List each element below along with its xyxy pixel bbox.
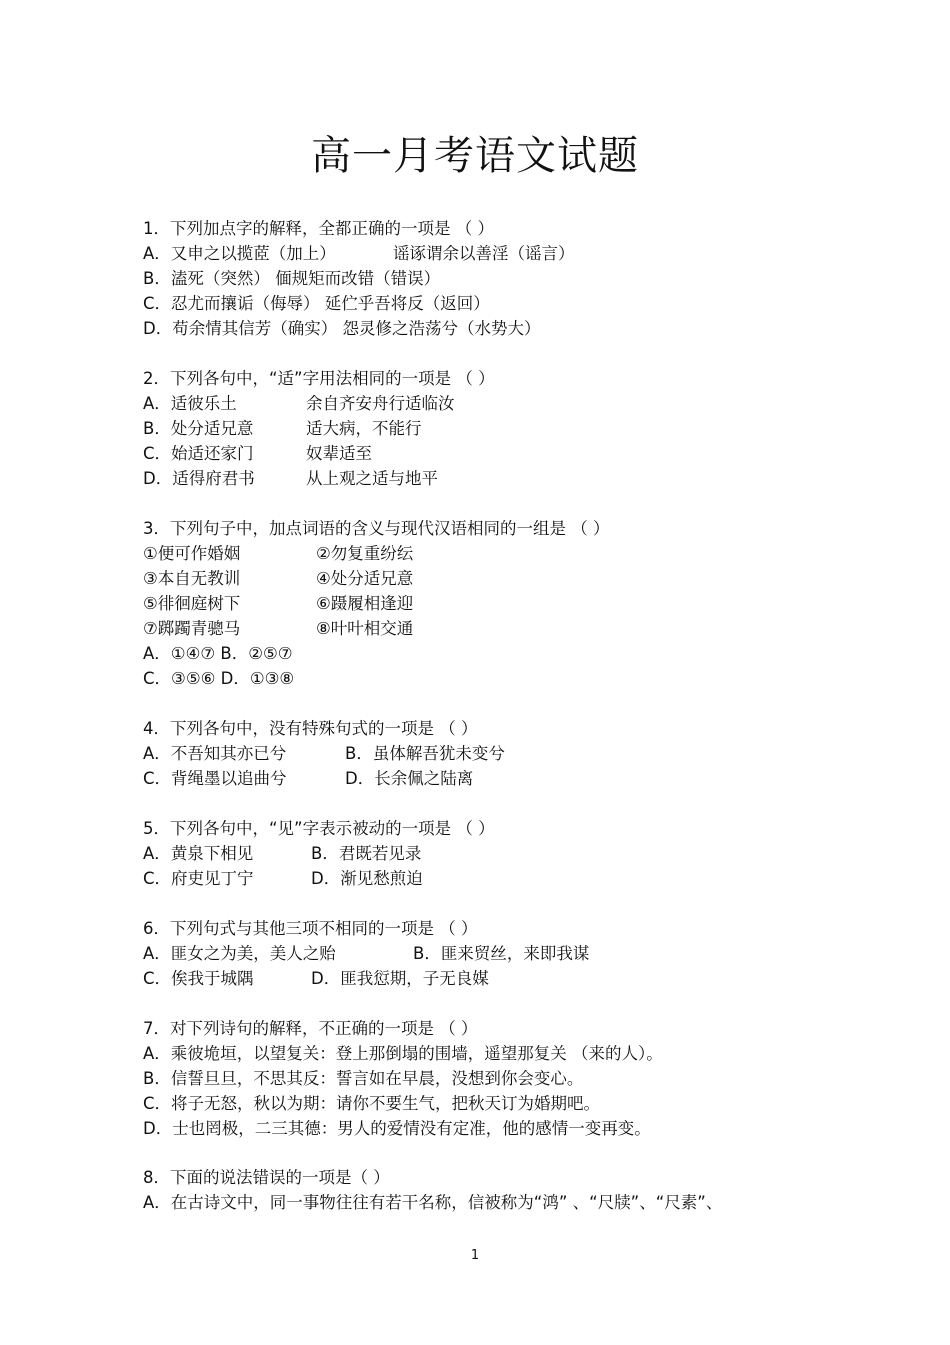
- sentence-item: ①便可作婚姻: [143, 544, 241, 563]
- sentence-row: [143, 541, 610, 566]
- option-row: [143, 866, 495, 891]
- option-b: B．君既若见录: [311, 844, 422, 863]
- option-text: 适大病，不能行: [306, 419, 422, 438]
- option-c: [143, 441, 495, 466]
- question-stem: 2．下列各句中，“适”字用法相同的一项是 （ ）: [143, 369, 495, 388]
- question-2: [143, 366, 495, 491]
- option-b: B．虽体解吾犹未变兮: [345, 744, 505, 763]
- page-number: 1: [470, 1248, 480, 1263]
- question-stem: 3．下列句子中，加点词语的含义与现代汉语相同的一组是 （ ）: [143, 519, 610, 538]
- option-text: A．又申之以揽茝（加上）: [143, 244, 336, 263]
- sentence-item: ④处分适兄意: [316, 569, 414, 588]
- option-c: C．将子无怒，秋以为期：请你不要生气，把秋天订为婚期吧。: [143, 1094, 601, 1113]
- option-a: [143, 391, 495, 416]
- option-d: D．长余佩之陆离: [345, 769, 474, 788]
- option-d: D．士也罔极，二三其德：男人的爱情没有定准，他的感情一变再变。: [143, 1119, 651, 1138]
- option-text: 谣诼谓余以善淫（谣言）: [393, 244, 575, 263]
- question-7: [143, 1016, 663, 1141]
- option-row: [143, 941, 590, 966]
- question-6: [143, 916, 590, 991]
- option-b: [143, 416, 495, 441]
- option-d: D．匪我愆期，子无良媒: [311, 969, 489, 988]
- question-3: [143, 516, 610, 691]
- option-c: C．忍尤而攘诟（侮辱） 延伫乎吾将反（返回）: [143, 294, 490, 313]
- option-a: [143, 241, 575, 266]
- option-text: 从上观之适与地平: [306, 469, 438, 488]
- sentence-item: ③本自无教训: [143, 569, 241, 588]
- option-text: C．始适还家门: [143, 444, 254, 463]
- option-a: A．在古诗文中，同一事物往往有若干名称，信被称为“鸿” 、“尺牍”、“尺素”、: [143, 1193, 723, 1212]
- option-text: D．适得府君书: [143, 469, 255, 488]
- question-4: [143, 716, 505, 791]
- option-row: [143, 966, 489, 991]
- option-text: B．处分适兄意: [143, 419, 254, 438]
- option-a: A．不吾知其亦已兮: [143, 744, 287, 763]
- option-d: D．渐见愁煎迫: [311, 869, 423, 888]
- option-row: [143, 766, 478, 791]
- option-d: [143, 466, 495, 491]
- question-5: [143, 816, 495, 891]
- sentence-item: ⑦踯躅青骢马: [143, 619, 241, 638]
- option-a: A．黄泉下相见: [143, 844, 254, 863]
- option-b: B．溘死（突然） 偭规矩而改错（错误）: [143, 269, 441, 288]
- option-a: A．匪女之为美，美人之贻: [143, 944, 336, 963]
- question-stem: 5．下列各句中，“见”字表示被动的一项是 （ ）: [143, 819, 495, 838]
- question-stem: 7．对下列诗句的解释，不正确的一项是 （ ）: [143, 1019, 478, 1038]
- option-c: C．府吏见丁宁: [143, 869, 254, 888]
- page-title: 高一月考语文试题: [311, 133, 639, 179]
- option-row: A．①④⑦ B．②⑤⑦: [143, 644, 293, 663]
- option-row: C．③⑤⑥ D．①③⑧: [143, 669, 295, 688]
- option-a: A．乘彼垝垣，以望复关：登上那倒塌的围墙，遥望那复关 （来的人）。: [143, 1044, 663, 1063]
- question-8: [143, 1165, 722, 1215]
- sentence-row: [143, 616, 610, 641]
- option-text: 奴辈适至: [306, 444, 372, 463]
- option-c: C．背绳墨以追曲兮: [143, 769, 287, 788]
- sentence-item: ②勿复重纷纭: [316, 544, 414, 563]
- option-row: [143, 741, 505, 766]
- sentence-item: ⑤徘徊庭树下: [143, 594, 241, 613]
- option-d: D．苟余情其信芳（确实） 怨灵修之浩荡兮（水势大）: [143, 319, 541, 338]
- sentence-row: [143, 566, 610, 591]
- option-b: B．匪来贸丝，来即我谋: [413, 944, 590, 963]
- sentence-item: ⑥蹑履相逢迎: [316, 594, 414, 613]
- sentence-row: [143, 591, 610, 616]
- option-text: 余自齐安舟行适临汝: [306, 394, 455, 413]
- option-b: B．信誓旦旦，不思其反：誓言如在早晨，没想到你会变心。: [143, 1069, 584, 1088]
- sentence-item: ⑧叶叶相交通: [316, 619, 414, 638]
- option-c: C．俟我于城隅: [143, 969, 254, 988]
- option-row: [143, 841, 495, 866]
- option-text: A．适彼乐土: [143, 394, 237, 413]
- question-stem: 4．下列各句中，没有特殊句式的一项是 （ ）: [143, 719, 478, 738]
- question-stem: 1．下列加点字的解释，全都正确的一项是 （ ）: [143, 219, 494, 238]
- question-1: [143, 216, 575, 341]
- question-stem: 8．下面的说法错误的一项是（ ）: [143, 1168, 390, 1187]
- question-stem: 6．下列句式与其他三项不相同的一项是 （ ）: [143, 919, 478, 938]
